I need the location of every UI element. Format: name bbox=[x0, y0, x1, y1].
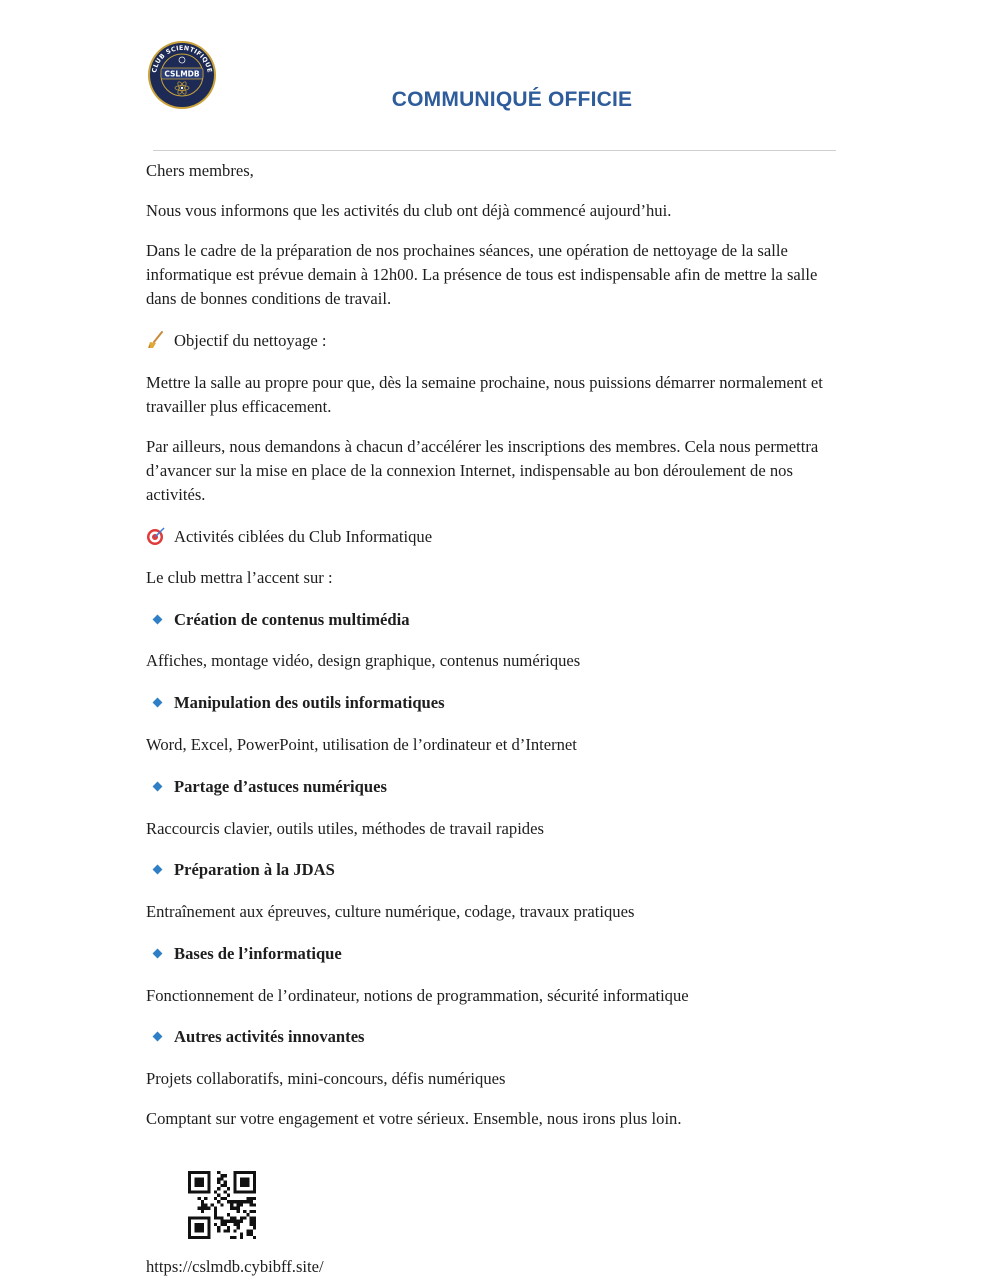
activity-title-text: Bases de l’informatique bbox=[174, 944, 342, 963]
activity-desc: Word, Excel, PowerPoint, utilisation de l’ordinateur et d’Internet bbox=[146, 735, 577, 754]
objective-heading-row bbox=[146, 329, 846, 353]
activity-desc: Projets collaboratifs, mini-concours, défis numériques bbox=[146, 1069, 506, 1088]
diamond-bullet-icon bbox=[153, 1032, 163, 1042]
paragraph-3: Mettre la salle au propre pour que, dès la semaine prochaine, nous puissions démarrer normalement et travailler plus efficacement. bbox=[146, 373, 823, 416]
header-divider bbox=[153, 150, 836, 151]
activity-title bbox=[146, 858, 846, 882]
qr-code-icon[interactable] bbox=[188, 1171, 256, 1239]
activity-desc: Affiches, montage vidéo, design graphique, contenus numériques bbox=[146, 651, 581, 670]
club-logo bbox=[145, 40, 219, 110]
activity-title-text: Autres activités innovantes bbox=[174, 1027, 365, 1046]
activity-desc: Entraînement aux épreuves, culture numérique, codage, travaux pratiques bbox=[146, 902, 635, 921]
activity-title-text: Préparation à la JDAS bbox=[174, 860, 335, 879]
diamond-bullet-icon bbox=[153, 698, 163, 708]
activity-title bbox=[146, 608, 846, 632]
activities-intro: Le club mettra l’accent sur : bbox=[146, 568, 333, 587]
activity-title-text: Création de contenus multimédia bbox=[174, 610, 410, 629]
activities-heading-row bbox=[146, 525, 846, 549]
target-icon bbox=[146, 526, 166, 546]
closing-text: Comptant sur votre engagement et votre sérieux. Ensemble, nous irons plus loin. bbox=[146, 1109, 682, 1128]
activity-desc: Raccourcis clavier, outils utiles, méthodes de travail rapides bbox=[146, 819, 544, 838]
diamond-bullet-icon bbox=[153, 949, 163, 959]
diamond-bullet-icon bbox=[153, 865, 163, 875]
activity-title-text: Manipulation des outils informatiques bbox=[174, 693, 445, 712]
activity-title bbox=[146, 942, 846, 966]
greeting: Chers membres, bbox=[146, 161, 254, 180]
activity-title bbox=[146, 691, 846, 715]
activity-title bbox=[146, 775, 846, 799]
activity-title bbox=[146, 1025, 846, 1049]
website-link[interactable]: https://cslmdb.cybibff.site/ bbox=[146, 1257, 324, 1276]
activity-title-text: Partage d’astuces numériques bbox=[174, 777, 387, 796]
broom-icon bbox=[146, 330, 166, 350]
paragraph-2: Dans le cadre de la préparation de nos prochaines séances, une opération de nettoyage de la salle informatique est prévue demain à 12h00. La présence de tous est indispensable afin de mettre la salle dans de bonnes conditions de travail. bbox=[146, 241, 818, 308]
diamond-bullet-icon bbox=[153, 615, 163, 625]
logo-name: CSLMDB bbox=[164, 69, 200, 79]
objective-heading: Objectif du nettoyage : bbox=[174, 331, 327, 350]
logo-ring-text: CLUB SCIENTIFIQUE bbox=[151, 44, 213, 74]
diamond-bullet-icon bbox=[153, 782, 163, 792]
activity-desc: Fonctionnement de l’ordinateur, notions de programmation, sécurité informatique bbox=[146, 986, 689, 1005]
activities-heading: Activités ciblées du Club Informatique bbox=[174, 527, 433, 546]
paragraph-4: Par ailleurs, nous demandons à chacun d’accélérer les inscriptions des membres. Cela nous permettra d’avancer sur la mise en place de la connexion Internet, indispensable au bon déroulement de nos activités. bbox=[146, 437, 819, 504]
page-title: COMMUNIQUÉ OFFICIE bbox=[391, 88, 633, 111]
paragraph-1: Nous vous informons que les activités du club ont déjà commencé aujourd’hui. bbox=[146, 201, 672, 220]
